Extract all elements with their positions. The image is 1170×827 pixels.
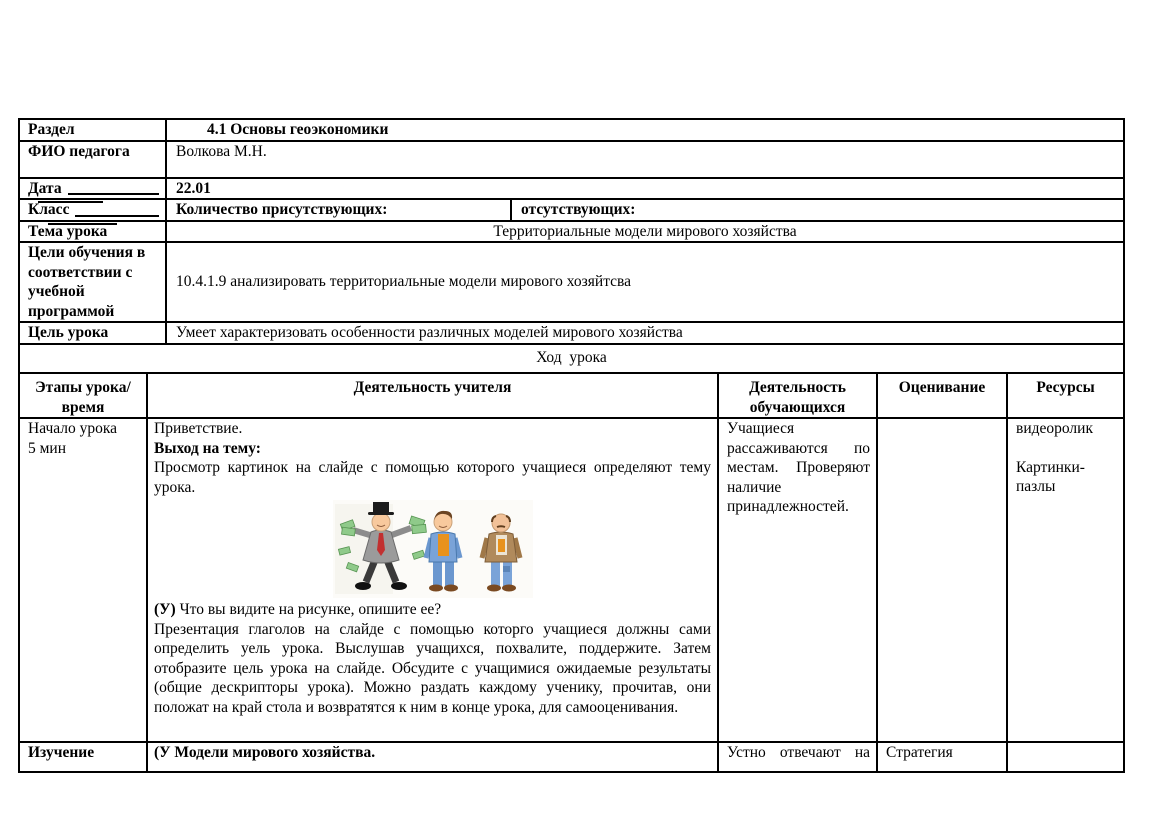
header-teacher-activity: Деятельность учителя [147, 373, 718, 418]
objectives-value: 10.4.1.9 анализировать территориальные модели мирового хозяйтсва [166, 242, 1124, 322]
intro-paragraph: Просмотр картинок на слайде с помощью которого учащиеся определяют тему урока. [154, 459, 711, 496]
underline-fill [68, 179, 159, 196]
assessment-study: Стратегия [877, 742, 1007, 772]
topic-value: Территориальные модели мирового хозяйства [166, 221, 1124, 243]
teacher-name-label: ФИО педагога [19, 141, 166, 178]
resource-puzzle-pictures: Картинки-пазлы [1016, 458, 1085, 495]
absent-count-label: отсутствующих: [511, 199, 1124, 221]
underline-fragment [48, 223, 117, 225]
teacher-activity-study: (У Модели мирового хозяйства. [147, 742, 718, 772]
section-label: Раздел [19, 119, 166, 141]
slide-illustration [333, 500, 533, 598]
date-value: 22.01 [166, 178, 1124, 200]
date-label-cell [19, 178, 166, 200]
topic-label-cell [19, 221, 166, 243]
header-assessment: Оценивание [877, 373, 1007, 418]
student-activity-start: Учащиеся рассаживаются по местам. Проверяют наличие принадлежностей. [718, 418, 877, 742]
resource-video: видеоролик [1016, 420, 1093, 437]
present-count-label: Количество присутствующих: [166, 199, 511, 221]
assessment-start-cell [877, 418, 1007, 742]
header-resources: Ресурсы [1007, 373, 1124, 418]
class-label-cell [19, 199, 166, 221]
date-label: Дата [28, 179, 62, 197]
stage-start-cell [19, 418, 147, 742]
question-label: (У) [154, 601, 176, 618]
teacher-name-value: Волкова М.Н. [166, 141, 1124, 178]
topic-label: Тема урока [28, 222, 108, 240]
header-stage: Этапы урока/время [19, 373, 147, 418]
section-value: 4.1 Основы геоэкономики [166, 119, 1124, 141]
lesson-info-table [18, 118, 1125, 382]
student-activity-study: Устно отвечают на [718, 742, 877, 772]
course-flow-title: Ход урока [19, 344, 1124, 381]
lesson-flow-table [18, 372, 1125, 773]
goal-value: Умеет характеризовать особенности различных моделей мирового хозяйства [166, 322, 1124, 344]
resources-start-cell [1007, 418, 1124, 742]
goal-label: Цель урока [19, 322, 166, 344]
question-text: Что вы видите на рисунке, опишите ее? [175, 601, 442, 618]
three-men-money-illustration [333, 500, 533, 598]
resources-study-cell [1007, 742, 1124, 772]
stage-study-name: Изучение [19, 742, 147, 772]
teacher-instructions-paragraph: Презентация глаголов на слайде с помощью которго учащиеся должны сами определить уель урока. Выслушав учащихся, похвалите, поддержите. Затем отобразите цель урока на слайде. Обсудите с учащимися ожидаемые результаты (общие дескрипторы урока). Можно раздать каждому ученику, прочитав, они положат на край стола и возвратятся к ним в конце урока, для самооценивания. [154, 620, 711, 716]
objectives-label: Цели обучения в соответствии с учебной программой [19, 242, 166, 322]
topic-intro-heading: Выход на тему: [154, 439, 261, 457]
question-line [154, 600, 711, 620]
class-label: Класс [28, 201, 70, 218]
underline-fragment [38, 201, 103, 203]
stage-start-name: Начало урока [28, 420, 118, 437]
header-student-activity: Деятельность обучающихся [718, 373, 877, 418]
greeting-text: Приветствие. [154, 420, 243, 437]
teacher-activity-start-cell [147, 418, 718, 742]
stage-start-duration: 5 мин [28, 439, 67, 457]
